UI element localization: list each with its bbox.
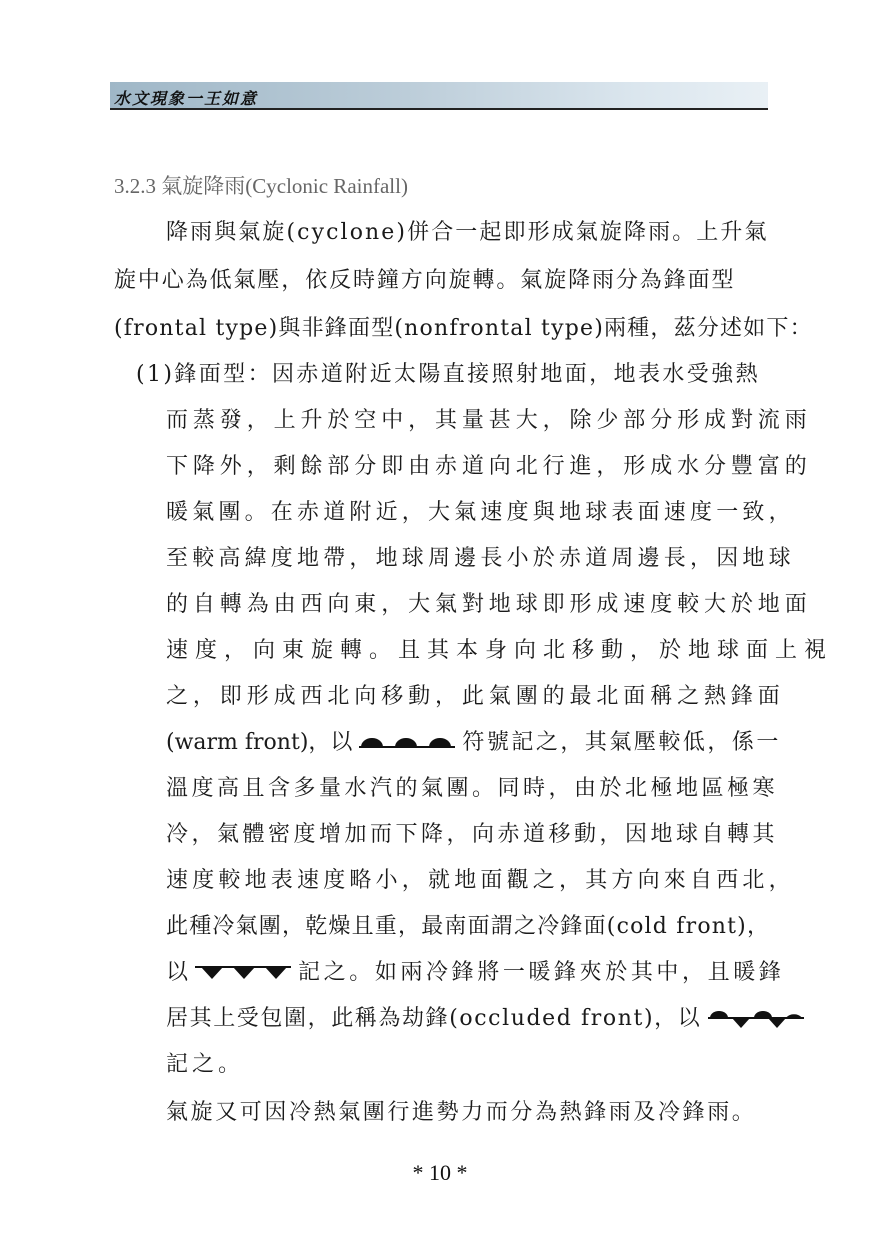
list-item-line: 之，即形成西北向移動，此氣團的最北面稱之熱鋒面 [166,684,785,709]
page-number: * 10 * [412,1160,468,1185]
warm-front-line [166,728,781,758]
running-header: 水文現象一王如意 [114,89,259,108]
list-item-line: 至較高緯度地帶，地球周邊長小於赤道周邊長，因地球 [166,546,795,571]
paragraph-line: (frontal type)與非鋒面型(nonfrontal type)兩種，茲分述如下： [114,316,813,341]
cold-front-symbol-icon [195,962,291,984]
list-item-line: 暖氣團。在赤道附近，大氣速度與地球表面速度一致， [166,500,795,525]
list-item-line: 速度，向東旋轉。且其本身向北移動，於地球面上視 [166,638,834,663]
list-item-line: 下降外，剩餘部分即由赤道向北行進，形成水分豐富的 [166,454,812,479]
cold-front-text-before: 以 [166,960,189,985]
list-item-line: 而蒸發，上升於空中，其量甚大，除少部分形成對流雨 [166,408,812,433]
warm-front-text-before: (warm front)，以 [166,730,353,755]
list-item-line: 冷，氣體密度增加而下降，向赤道移動，因地球自轉其 [166,822,779,847]
warm-front-text-after: 符號記之，其氣壓較低，係一 [462,730,781,755]
section-heading: 3.2.3 氣旋降雨(Cyclonic Rainfall) [114,174,408,198]
paragraph-line: 旋中心為低氣壓，依反時鐘方向旋轉。氣旋降雨分為鋒面型 [114,268,736,293]
occluded-front-text-before: 居其上受包圍，此稱為劫鋒(occluded front)，以 [166,1006,702,1031]
list-item-line: 的自轉為由西向東，大氣對地球即形成速度較大於地面 [166,592,812,617]
cold-front-text-after: 記之。如兩冷鋒將一暖鋒夾於其中，且暖鋒 [298,960,785,985]
occluded-front-line [166,1004,804,1034]
warm-front-symbol-icon [359,732,455,754]
occluded-front-symbol-icon [708,1007,804,1031]
list-item-line: 速度較地表速度略小，就地面觀之，其方向來自西北， [166,868,795,893]
list-item-line: 此種冷氣團，乾燥且重，最南面謂之冷鋒面(cold front)， [166,914,771,939]
paragraph-line: 氣旋又可因冷熱氣團行進勢力而分為熱鋒雨及冷鋒雨。 [166,1100,757,1125]
list-item-line: 記之。 [166,1052,245,1077]
cold-front-line [166,958,784,988]
list-item-line: 溫度高且含多量水汽的氣團。同時，由於北極地區極寒 [166,776,779,801]
paragraph-line: 降雨與氣旋(cyclone)併合一起即形成氣旋降雨。上升氣 [166,220,769,245]
list-item-line: (1)鋒面型：因赤道附近太陽直接照射地面，地表水受強熱 [136,362,760,387]
